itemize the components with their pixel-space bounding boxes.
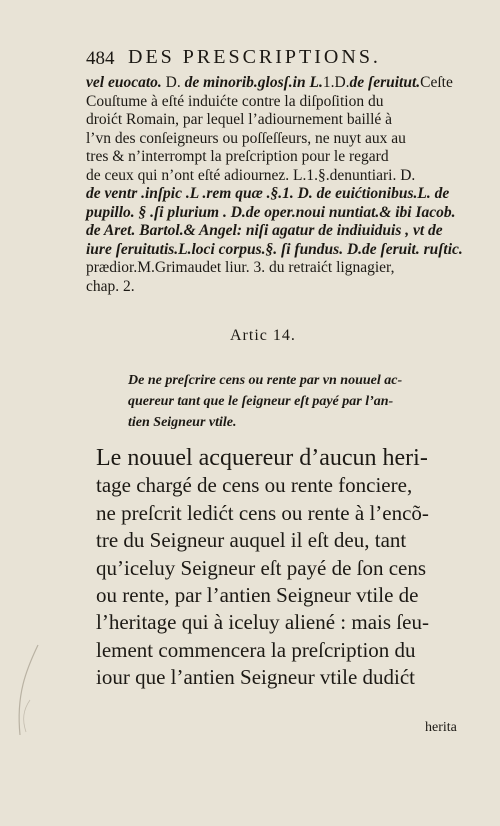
ink-mark — [8, 640, 48, 740]
summary-line: tien Seigneur vtile. — [128, 415, 237, 430]
running-head: DES PRESCRIPTIONS. — [128, 46, 381, 68]
body-line: iour que l’antien Seigneur vtile dudićt — [96, 665, 415, 690]
body-line: tre du Seigneur auquel il eſt deu, tant — [96, 528, 407, 553]
commentary-line: droićt Romain, par lequel l’adiournement baillé à — [86, 111, 393, 128]
summary-line: De ne preſcrire cens ou rente par vn nouuel ac- — [128, 373, 403, 388]
citation: D. — [165, 74, 185, 91]
article-summary — [128, 370, 478, 433]
body-line: qu’iceluy Seigneur eſt payé de ſon cens — [96, 555, 427, 580]
commentary-line: l’vn des conſeigneurs ou poſſeſſeurs, ne nuyt aux au — [86, 129, 406, 147]
body-line: tage chargé de cens ou rente fonciere, — [96, 473, 413, 498]
citation: 1.D. — [322, 74, 350, 91]
citation: de ſeruitut. — [349, 74, 421, 91]
citation: de minorib.glosſ.in L. — [184, 74, 323, 91]
commentary-line: pupillo. § .ſi plurium . D.de oper.noui nuntiat.& ibi Iacob. — [86, 203, 456, 221]
commentary-line: tres & n’interrompt la preſcription pour le regard — [86, 148, 389, 165]
commentary-line: de ceux qui n’ont eſté adiournez. L.1.§.denuntiari. D. — [86, 166, 416, 184]
page-header — [86, 46, 476, 74]
commentary-line: prædior.M.Grimaudet liur. 3. du retraićt lignagier, — [86, 259, 395, 276]
citation: vel euocato. — [86, 74, 166, 91]
body-line: l’heritage qui à iceluy aliené : mais ſeu- — [96, 610, 429, 635]
commentary-line: de ventr .inſpic .L .rem quæ .§.1. D. de euićtionibus.L. de — [86, 185, 450, 202]
commentary-line: chap. 2. — [86, 277, 135, 295]
commentary-line — [86, 74, 486, 93]
commentary-line: iure ſeruitutis.L.loci corpus.§. ſi fundus. D.de ſeruit. ruſtic. — [86, 240, 463, 258]
article-title: Artic 14. — [230, 327, 296, 344]
commentary-line: Couſtume à eſté induićte contre la diſpoſition du — [86, 92, 384, 110]
body-line: Le nouuel acquereur d’aucun heri- — [96, 445, 428, 471]
page-number: 484 — [86, 48, 115, 69]
commentary-text — [86, 74, 486, 296]
summary-line: quereur tant que le ſeigneur eſt payé par l’an- — [128, 394, 394, 409]
commentary-line: de Aret. Bartol.& Angel: niſi agatur de indiuiduis , vt de — [86, 222, 443, 239]
body-line: ne preſcrit ledićt cens ou rente à l’encõ- — [96, 500, 429, 525]
body-line: lement commencera la preſcription du — [96, 637, 416, 662]
body-line: ou rente, par l’antien Seigneur vtile de — [96, 583, 419, 608]
commentary-fragment: Ceſte — [420, 74, 453, 91]
catchword: herita — [425, 720, 457, 735]
article-body — [96, 445, 486, 692]
